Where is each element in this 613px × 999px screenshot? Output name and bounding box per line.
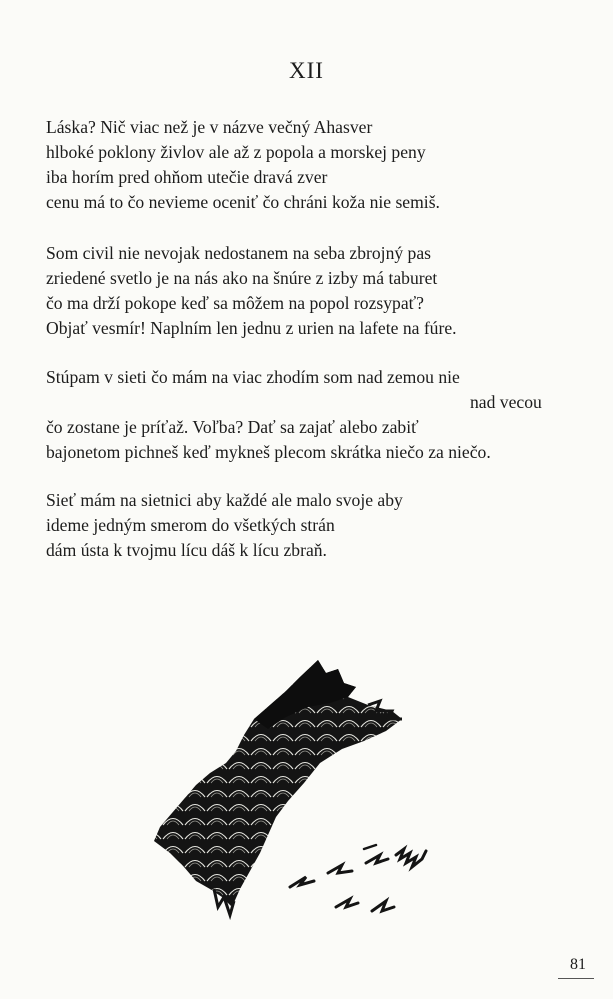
stanza-1 — [46, 115, 586, 215]
stanza-4 — [46, 488, 586, 563]
verse-line: Láska? Nič viac než je v názve večný Ahasver — [46, 117, 373, 137]
verse-line: Objať vesmír! Naplním len jednu z urien na lafete na fúre. — [46, 318, 457, 338]
verse-line: iba horím pred ohňom utečie dravá zver — [46, 167, 328, 187]
stanza-2 — [46, 241, 586, 341]
poem-heading: XII — [289, 58, 324, 83]
verse-line: dám ústa k tvojmu lícu dáš k lícu zbraň. — [46, 540, 327, 560]
verse-line: hlboké poklony živlov ale až z popola a morskej peny — [46, 142, 426, 162]
verse-line: čo zostane je príťaž. Voľba? Dať sa zajať alebo zabiť — [46, 417, 419, 437]
verse-line: cenu má to čo nevieme oceniť čo chráni koža nie semiš. — [46, 192, 440, 212]
verse-line: čo ma drží pokope keď sa môžem na popol rozsypať? — [46, 293, 424, 313]
verse-line: ideme jedným smerom do všetkých strán — [46, 515, 335, 535]
page-number: 81 — [570, 956, 586, 973]
verse-line: Stúpam v sieti čo mám na viac zhodím som nad zemou nie — [46, 367, 460, 387]
verse-line: Sieť mám na sietnici aby každé ale malo svoje aby — [46, 490, 403, 510]
stanza-3 — [46, 365, 586, 465]
page-number-rule — [558, 978, 594, 979]
verse-line: bajonetom pichneš keď mykneš plecom skrátka niečo za niečo. — [46, 442, 491, 462]
verse-line-indented: nad vecou — [470, 392, 542, 412]
verse-line: zriedené svetlo je na nás ako na šnúre z izby má taburet — [46, 268, 438, 288]
ink-bird-wing-illustration — [140, 645, 440, 935]
wing-shape — [154, 660, 402, 907]
verse-line: Som civil nie nevojak nedostanem na seba zbrojný pas — [46, 243, 432, 263]
